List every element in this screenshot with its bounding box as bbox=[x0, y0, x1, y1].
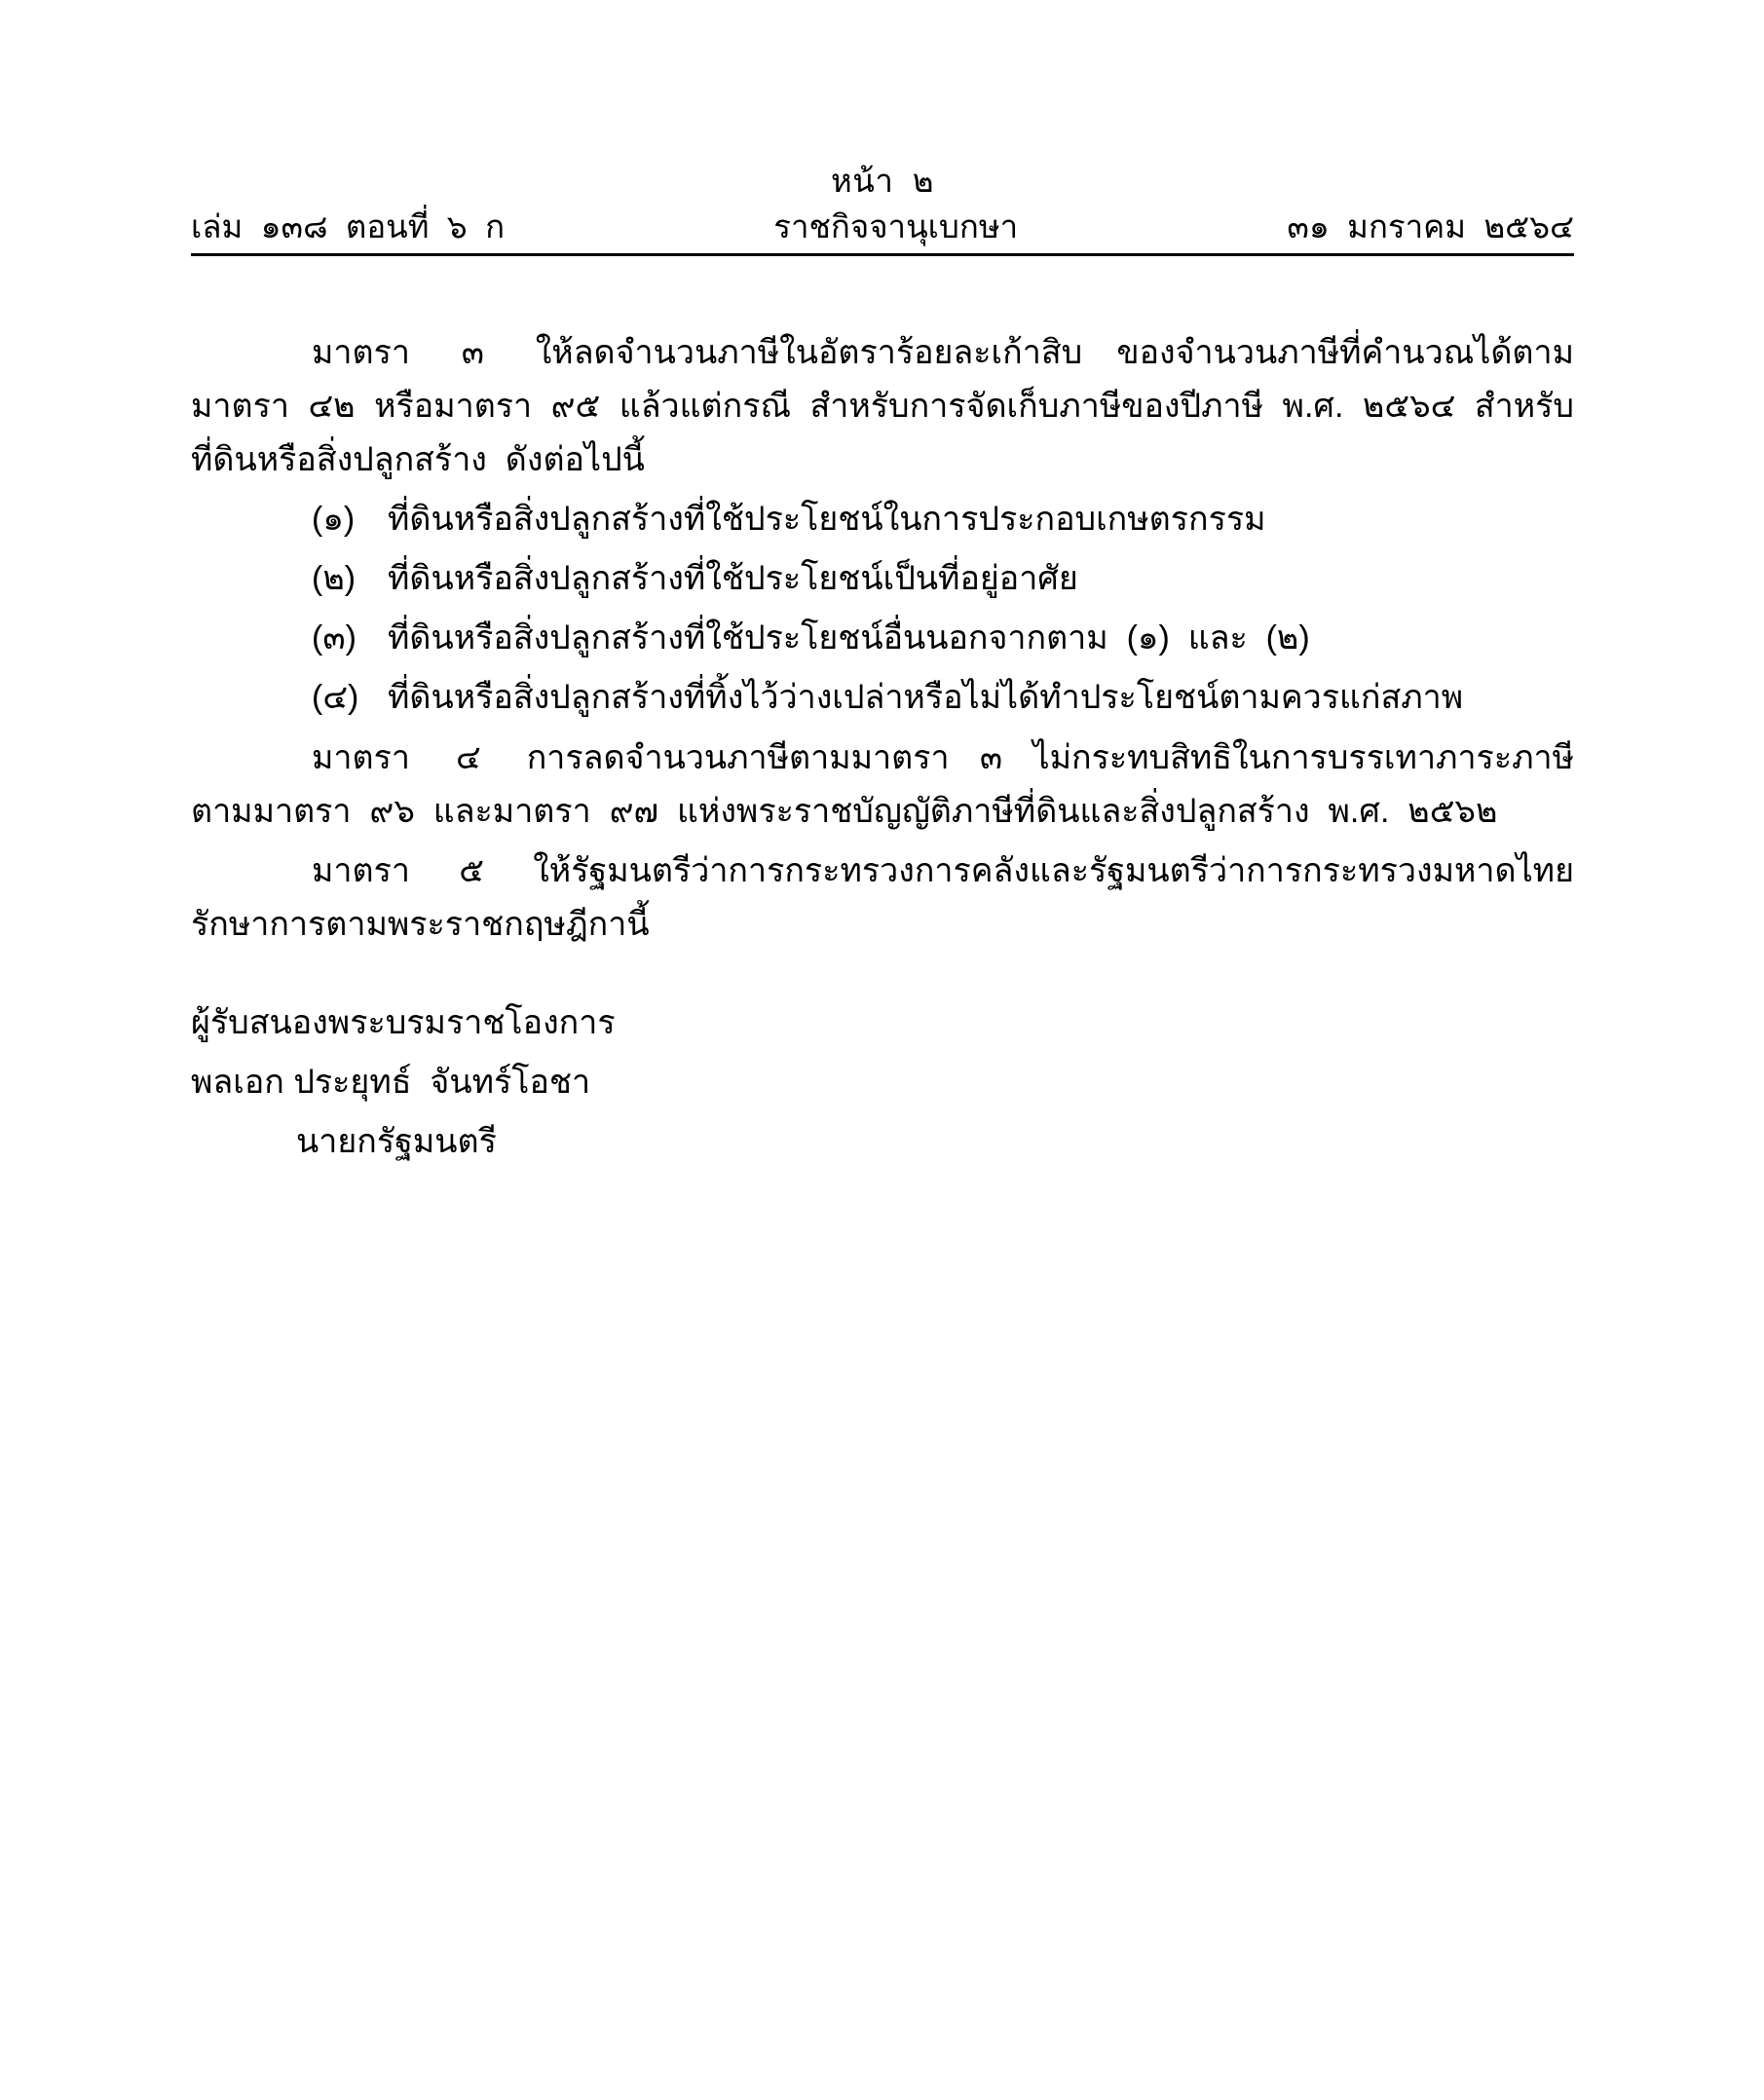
section-5-paragraph: มาตรา ๕ ให้รัฐมนตรีว่าการกระทรวงการคลังและรัฐมนตรีว่าการกระทรวงมหาดไทยรักษาการตามพระราชกฤษฎีกานี้ bbox=[191, 851, 1574, 943]
signatory-name: พลเอก ประยุทธ์ จันทร์โอชา bbox=[191, 1063, 591, 1101]
list-item-marker: (๓) bbox=[312, 619, 357, 657]
list-item-marker: (๔) bbox=[312, 679, 359, 717]
list-item-marker: (๒) bbox=[312, 560, 357, 598]
list-item bbox=[191, 552, 1574, 606]
list-item-marker: (๑) bbox=[312, 501, 356, 539]
list-item bbox=[191, 493, 1574, 546]
page-number-label: หน้า ๒ bbox=[831, 163, 934, 199]
countersign-label: ผู้รับสนองพระบรมราชโองการ bbox=[191, 1003, 616, 1041]
list-item-text: ที่ดินหรือสิ่งปลูกสร้างที่ทิ้งไว้ว่างเปล่าหรือไม่ได้ทำประโยชน์ตามควรแก่สภาพ bbox=[388, 679, 1464, 717]
page-header bbox=[191, 161, 1574, 256]
gazette-name-label: ราชกิจจานุเบกษา bbox=[773, 208, 1019, 245]
section-4-paragraph: มาตรา ๔ การลดจำนวนภาษีตามมาตรา ๓ ไม่กระทบสิทธิในการบรรเทาภาระภาษีตามมาตรา ๙๖ และมาตรา ๙๗ แห่งพระราชบัญญัติภาษีที่ดินและสิ่งปลูกสร้าง พ.ศ. ๒๕๖๒ bbox=[191, 738, 1574, 830]
list-item-text: ที่ดินหรือสิ่งปลูกสร้างที่ใช้ประโยชน์อื่นนอกจากตาม (๑) และ (๒) bbox=[388, 619, 1310, 657]
list-item-text: ที่ดินหรือสิ่งปลูกสร้างที่ใช้ประโยชน์ในการประกอบเกษตรกรรม bbox=[388, 501, 1266, 539]
signatory-title: นายกรัฐมนตรี bbox=[296, 1123, 497, 1161]
list-item bbox=[191, 671, 1574, 725]
gazette-date-label: ๓๑ มกราคม ๒๕๖๔ bbox=[1287, 208, 1574, 245]
list-item-text: ที่ดินหรือสิ่งปลูกสร้างที่ใช้ประโยชน์เป็นที่อยู่อาศัย bbox=[388, 560, 1078, 598]
document-body bbox=[191, 326, 1574, 1175]
list-item bbox=[191, 612, 1574, 665]
gazette-volume-label: เล่ม ๑๓๘ ตอนที่ ๖ ก bbox=[191, 208, 506, 245]
signoff-block bbox=[191, 996, 1574, 1169]
section-3-paragraph: มาตรา ๓ ให้ลดจำนวนภาษีในอัตราร้อยละเก้าสิบ ของจำนวนภาษีที่คำนวณได้ตามมาตรา ๔๒ หรือมาตรา ๙๕ แล้วแต่กรณี สำหรับการจัดเก็บภาษีของปีภาษี พ.ศ. ๒๕๖๔ สำหรับที่ดินหรือสิ่งปลูกสร้าง ดังต่อไปนี้ bbox=[191, 334, 1574, 479]
header-row bbox=[191, 206, 1574, 246]
header-divider bbox=[191, 253, 1574, 256]
